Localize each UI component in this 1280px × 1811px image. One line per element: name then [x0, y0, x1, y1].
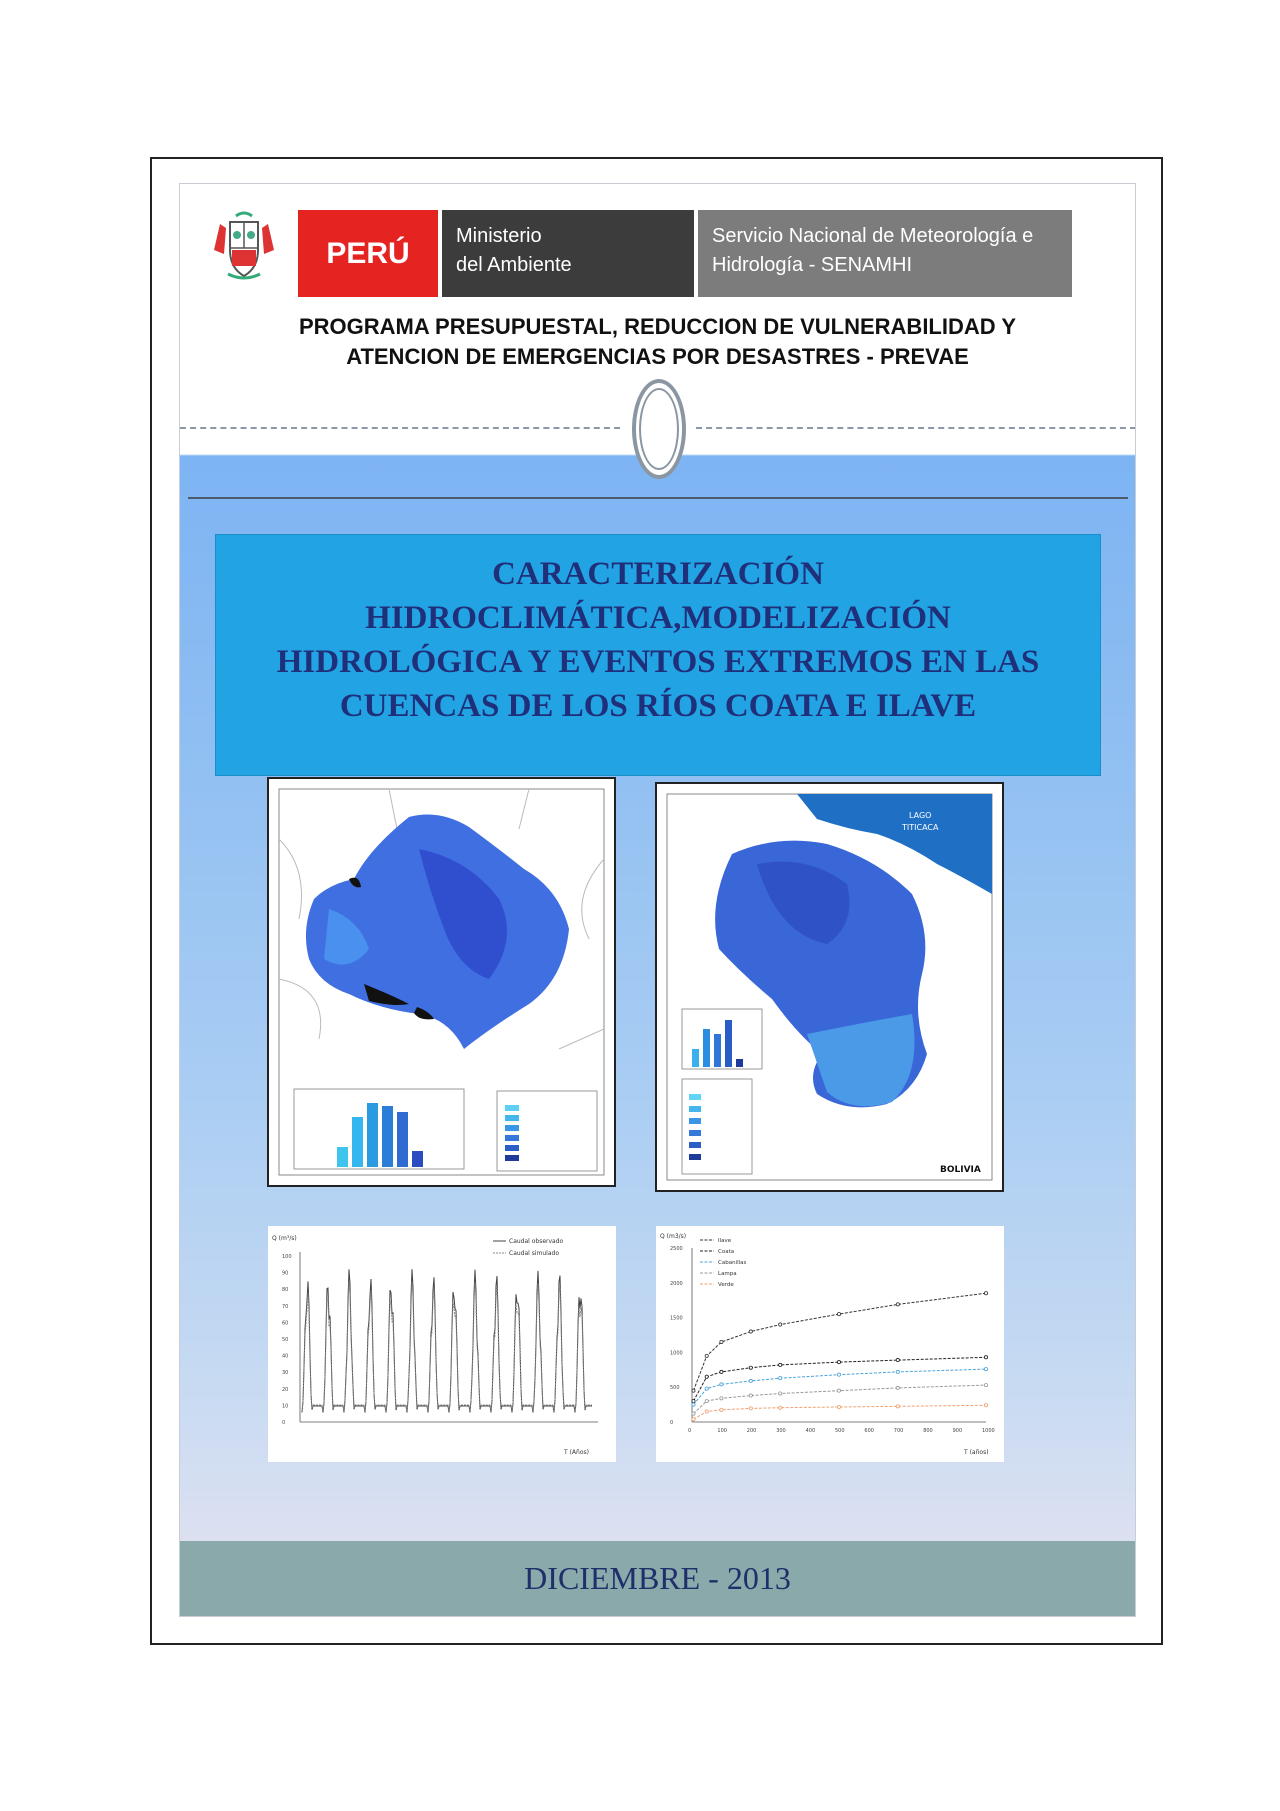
hydrograph-y-tick: 100: [282, 1254, 292, 1260]
frequency-x-tick: 0: [688, 1428, 692, 1434]
frequency-x-tick: 100: [717, 1428, 727, 1434]
frequency-point: [749, 1379, 752, 1382]
frequency-point: [984, 1292, 987, 1295]
peru-label: PERÚ: [326, 236, 410, 270]
frequency-legend-label: Verde: [718, 1282, 734, 1288]
frequency-point: [705, 1387, 708, 1390]
senamhi-line-2: Hidrología - SENAMHI: [712, 254, 913, 276]
frequency-y-tick: 1000: [670, 1350, 683, 1357]
ring-ornament-inner: [639, 388, 679, 470]
frequency-x-tick: 300: [776, 1428, 786, 1434]
frequency-y-tick: 2000: [670, 1280, 683, 1287]
program-line-1: PROGRAMA PRESUPUESTAL, REDUCCION DE VULNERABILIDAD Y: [298, 314, 1017, 339]
lake-label-line-2: TITICACA: [902, 823, 939, 832]
frequency-x-tick: 800: [923, 1428, 933, 1434]
frequency-x-tick: 700: [893, 1428, 904, 1434]
title-line-2: HIDROCLIMÁTICA,MODELIZACIÓN: [365, 600, 951, 636]
title-line-3: HIDROLÓGICA Y EVENTOS EXTREMOS EN LAS: [276, 644, 1040, 680]
ministry-line-2: del Ambiente: [456, 254, 572, 276]
frequency-point: [720, 1340, 723, 1343]
hydrograph-chart: [268, 1226, 616, 1462]
frequency-point: [896, 1370, 899, 1373]
cover: [179, 183, 1136, 1617]
title-line-1: CARACTERIZACIÓN: [492, 556, 824, 592]
frequency-x-tick: 200: [746, 1428, 757, 1434]
hydrograph-y-tick: 30: [282, 1370, 289, 1377]
senamhi-badge: [698, 210, 1072, 297]
frequency-point: [779, 1406, 782, 1409]
frequency-x-label: T (años): [964, 1449, 989, 1456]
frequency-x-tick: 900: [952, 1428, 963, 1434]
frequency-y-tick: 500: [670, 1385, 680, 1392]
horizontal-rule: [188, 497, 1128, 499]
frequency-point: [896, 1386, 899, 1389]
hydrograph-y-tick: 90: [282, 1270, 289, 1277]
frequency-point: [896, 1303, 899, 1306]
peru-badge: [298, 210, 438, 297]
frequency-point: [779, 1363, 782, 1366]
frequency-y-label: Q (m3/s): [660, 1233, 687, 1240]
frequency-y-tick: 0: [670, 1420, 674, 1426]
title-line-4: CUENCAS DE LOS RÍOS COATA E ILAVE: [339, 688, 977, 724]
frequency-point: [837, 1405, 840, 1408]
frequency-point: [749, 1407, 752, 1410]
frequency-point: [984, 1384, 987, 1387]
frequency-x-tick: 500: [835, 1428, 845, 1434]
frequency-point: [779, 1392, 782, 1395]
frequency-y-tick: 1500: [670, 1315, 683, 1322]
map-right: [655, 782, 1004, 1192]
frequency-point: [984, 1368, 987, 1371]
frequency-point: [896, 1405, 899, 1408]
coat-of-arms-icon: [212, 210, 276, 282]
frequency-legend-label: Ilave: [718, 1238, 732, 1244]
hydrograph-legend-observed: Caudal observado: [509, 1238, 564, 1245]
program-line-2: ATENCION DE EMERGENCIAS POR DESASTRES - PREVAE: [346, 344, 969, 369]
frequency-point: [705, 1400, 708, 1403]
bolivia-label: BOLIVIA: [940, 1165, 981, 1175]
footer: [180, 1541, 1135, 1616]
frequency-point: [692, 1400, 695, 1403]
frequency-point: [749, 1330, 752, 1333]
frequency-point: [692, 1412, 695, 1415]
frequency-point: [779, 1377, 782, 1380]
ministry-badge: [442, 210, 694, 297]
senamhi-line-1: Servicio Nacional de Meteorología e: [712, 225, 1034, 247]
frequency-point: [984, 1404, 987, 1407]
program-title: [180, 312, 1135, 372]
hydrograph-y-tick: 0: [282, 1420, 286, 1426]
frequency-point: [749, 1366, 752, 1369]
dashed-divider-right: [696, 427, 1136, 429]
map-left: [267, 777, 616, 1187]
frequency-point: [705, 1354, 708, 1357]
frequency-panel: [656, 1226, 1004, 1462]
frequency-x-tick: 400: [805, 1428, 816, 1434]
frequency-chart: [656, 1226, 1004, 1462]
frequency-point: [705, 1410, 708, 1413]
frequency-x-tick: 600: [864, 1428, 874, 1434]
frequency-point: [837, 1313, 840, 1316]
hydrograph-panel: [268, 1226, 616, 1462]
frequency-point: [837, 1389, 840, 1392]
title-box: [215, 534, 1101, 776]
frequency-legend-label: Cabanillas: [718, 1260, 747, 1266]
report-date: DICIEMBRE - 2013: [524, 1560, 791, 1596]
frequency-legend-label: Coata: [718, 1249, 735, 1255]
frequency-point: [692, 1418, 695, 1421]
frequency-point: [692, 1403, 695, 1406]
frequency-point: [720, 1370, 723, 1373]
hydrograph-observed-line: [302, 1269, 592, 1412]
hydrograph-x-label: T (Años): [564, 1449, 589, 1456]
frequency-y-tick: 2500: [670, 1246, 683, 1252]
hydrograph-y-label: Q (m³/s): [272, 1235, 297, 1242]
map-right-image: [657, 784, 1002, 1190]
frequency-point: [720, 1397, 723, 1400]
hydrograph-y-tick: 40: [282, 1353, 289, 1360]
frequency-point: [749, 1394, 752, 1397]
hydrograph-y-tick: 10: [282, 1403, 289, 1410]
frequency-point: [705, 1375, 708, 1378]
hydrograph-y-tick: 50: [282, 1337, 289, 1343]
hydrograph-y-tick: 20: [282, 1386, 289, 1393]
frequency-point: [720, 1408, 723, 1411]
frequency-point: [779, 1323, 782, 1326]
frequency-point: [837, 1373, 840, 1376]
frequency-point: [720, 1383, 723, 1386]
hydrograph-legend-simulated: Caudal simulado: [509, 1250, 559, 1257]
dashed-divider-left: [180, 427, 620, 429]
hydrograph-y-tick: 70: [282, 1303, 289, 1310]
frequency-point: [896, 1358, 899, 1361]
ministry-line-1: Ministerio: [456, 225, 542, 247]
frequency-x-tick: 1000: [982, 1428, 995, 1434]
frequency-point: [984, 1356, 987, 1359]
hydrograph-y-tick: 60: [282, 1320, 289, 1327]
frequency-point: [837, 1361, 840, 1364]
frequency-legend-label: Lampa: [718, 1271, 737, 1277]
hydrograph-y-tick: 80: [282, 1287, 289, 1294]
map-left-image: [269, 779, 614, 1185]
hydrograph-simulated-line: [302, 1282, 592, 1411]
lake-label-line-1: LAGO: [909, 811, 932, 820]
frequency-point: [692, 1389, 695, 1392]
